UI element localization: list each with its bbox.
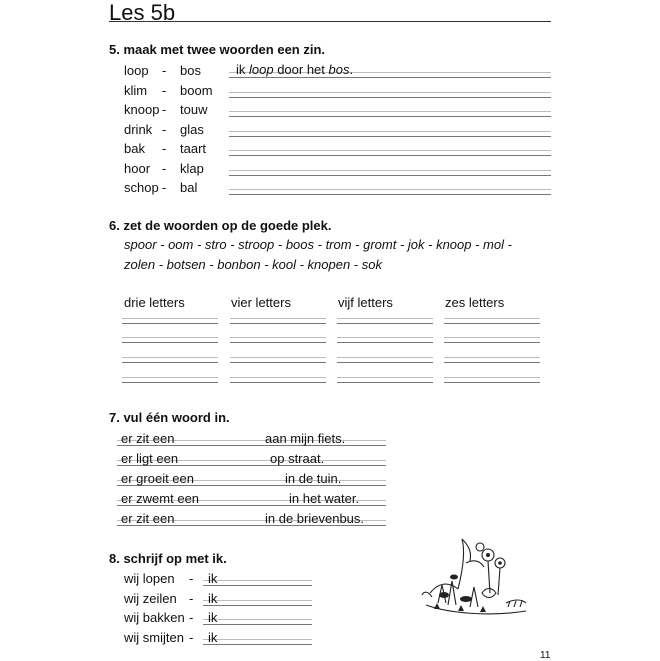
ex7-sentence-end: in het water.	[289, 491, 360, 506]
ex5-separator: -	[162, 63, 167, 78]
ex5-writing-line[interactable]	[229, 97, 551, 98]
ex5-word-b: touw	[180, 102, 208, 117]
ex7-sentence-end: in de tuin.	[285, 471, 342, 486]
ex6-writing-line[interactable]	[444, 323, 540, 324]
ex6-column-header-vijf: vijf letters	[338, 295, 393, 310]
ex8-writing-line[interactable]	[203, 585, 312, 586]
ex6-column-header-drie: drie letters	[124, 295, 185, 310]
ex7-sentence-end: op straat.	[270, 451, 325, 466]
ex5-writing-line[interactable]	[229, 194, 551, 195]
ex6-writing-line[interactable]	[337, 342, 433, 343]
ex8-pronoun: ik	[208, 571, 218, 586]
ex6-word-list-line2: zolen - botsen - bonbon - kool - knopen - sok	[124, 257, 382, 272]
ex5-separator: -	[162, 180, 167, 195]
ex8-separator: -	[189, 571, 194, 586]
ex8-separator: -	[189, 590, 194, 606]
ex6-writing-line[interactable]	[337, 382, 433, 383]
ex7-sentence-end: in de brievenbus.	[265, 511, 365, 526]
ex5-word-a: schop	[124, 180, 159, 195]
ex8-verb-phrase: wij zeilen	[124, 590, 177, 606]
ex6-writing-line[interactable]	[122, 382, 218, 383]
ex7-sentence-start: er zwemt een	[121, 491, 200, 506]
ex6-writing-line[interactable]	[444, 382, 540, 383]
ex6-writing-line[interactable]	[230, 342, 326, 343]
ex7-sentence-end: aan mijn fiets.	[265, 431, 346, 446]
page-title: Les 5b	[109, 0, 176, 25]
ex6-heading: 6. zet de woorden op de goede plek.	[109, 218, 332, 233]
ex8-pronoun: ik	[208, 590, 218, 606]
ex5-word-a: klim	[124, 82, 148, 98]
ex8-heading: 8. schrijf op met ik.	[109, 551, 227, 566]
ex6-word-list-line1: spoor - oom - stro - stroop - boos - trom - gromt - jok - knoop - mol -	[124, 237, 512, 252]
ex5-word-b: boom	[180, 82, 213, 98]
ex5-separator: -	[162, 121, 167, 137]
ex8-pronoun: ik	[208, 610, 218, 625]
ex6-column-header-zes: zes letters	[445, 295, 505, 310]
ex8-verb-phrase: wij bakken	[124, 610, 185, 625]
ex5-word-a: drink	[124, 121, 153, 137]
ex8-separator: -	[189, 610, 194, 625]
ex6-writing-line[interactable]	[122, 362, 218, 363]
ex7-sentence-start: er zit een	[121, 431, 175, 446]
ex5-separator: -	[162, 141, 167, 156]
ex6-column-header-vier: vier letters	[231, 295, 291, 310]
ex5-writing-line[interactable]	[229, 155, 551, 156]
garden-illustration	[418, 533, 530, 623]
ex5-writing-line[interactable]	[229, 136, 551, 137]
ex5-writing-line[interactable]	[229, 116, 551, 117]
ex6-writing-line[interactable]	[230, 362, 326, 363]
ex5-separator: -	[162, 160, 167, 176]
ex6-writing-line[interactable]	[337, 362, 433, 363]
ex5-example-sentence: ik loop door het bos.	[236, 62, 354, 77]
ex5-word-b: bal	[180, 180, 198, 195]
ex8-pronoun: ik	[208, 629, 218, 645]
ex5-word-b: bos	[180, 63, 201, 78]
ex6-writing-line[interactable]	[122, 342, 218, 343]
title-divider	[109, 21, 551, 22]
ex8-writing-line[interactable]	[203, 624, 312, 625]
ex5-word-a: loop	[124, 63, 149, 78]
page-number: 11	[540, 650, 551, 661]
ex6-writing-line[interactable]	[122, 323, 218, 324]
ex6-writing-line[interactable]	[337, 323, 433, 324]
ex5-separator: -	[162, 102, 167, 117]
ex5-writing-line[interactable]	[229, 77, 551, 78]
ex5-word-b: glas	[180, 121, 204, 137]
ex5-heading: 5. maak met twee woorden een zin.	[109, 42, 326, 57]
ex7-sentence-start: er groeit een	[121, 471, 194, 486]
ex6-writing-line[interactable]	[444, 342, 540, 343]
ex6-writing-line[interactable]	[230, 323, 326, 324]
ex8-verb-phrase: wij lopen	[124, 571, 175, 586]
ex5-word-a: knoop	[124, 102, 160, 117]
ex5-word-b: taart	[180, 141, 207, 156]
ex5-word-a: hoor	[124, 160, 151, 176]
ex5-word-b: klap	[180, 160, 204, 176]
ex8-writing-line[interactable]	[203, 644, 312, 645]
ex7-sentence-start: er ligt een	[121, 451, 179, 466]
ex5-separator: -	[162, 82, 167, 98]
ex8-verb-phrase: wij smijten	[124, 629, 184, 645]
ex7-sentence-start: er zit een	[121, 511, 175, 526]
ex5-word-a: bak	[124, 141, 145, 156]
ex6-writing-line[interactable]	[444, 362, 540, 363]
ex7-heading: 7. vul één woord in.	[109, 410, 230, 425]
ex5-writing-line[interactable]	[229, 175, 551, 176]
ex6-writing-line[interactable]	[230, 382, 326, 383]
ex8-writing-line[interactable]	[203, 605, 312, 606]
ex8-separator: -	[189, 629, 194, 645]
